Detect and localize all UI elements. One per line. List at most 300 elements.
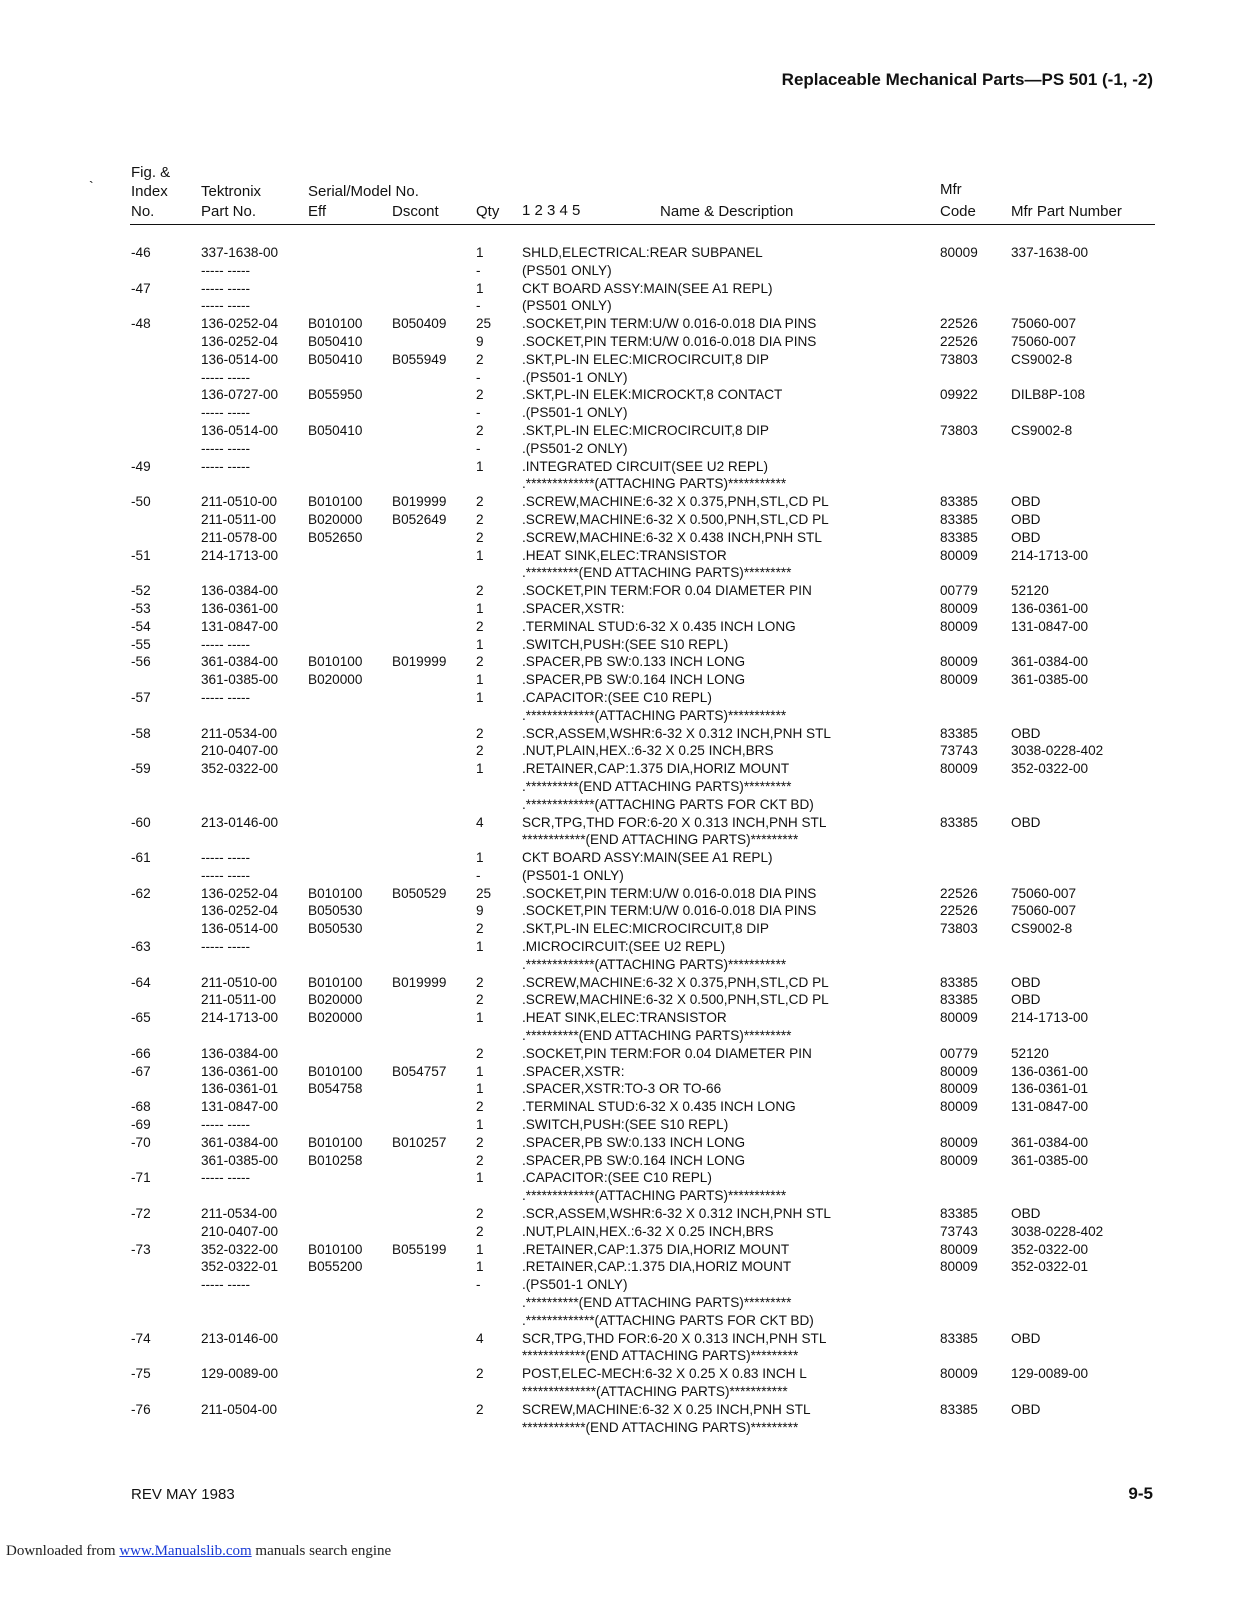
qty: 1	[476, 672, 484, 688]
name-description: ************(END ATTACHING PARTS)*********	[522, 1348, 799, 1364]
table-row	[0, 280, 1237, 298]
qty: 1	[476, 458, 484, 474]
manualslib-link[interactable]: www.Manualslib.com	[119, 1543, 252, 1559]
table-row	[0, 1312, 1237, 1330]
serial-eff: B020000	[308, 1010, 363, 1026]
serial-dscont: B019999	[392, 494, 447, 510]
table-row	[0, 1063, 1237, 1081]
mfr-code: 83385	[940, 1330, 978, 1346]
name-description: .SKT,PL-IN ELEK:MICROCKT,8 CONTACT	[522, 387, 783, 403]
qty: 2	[476, 1099, 484, 1115]
name-description: .**********(END ATTACHING PARTS)*********	[522, 565, 792, 581]
name-description: .RETAINER,CAP:1.375 DIA,HORIZ MOUNT	[522, 1241, 790, 1257]
part-no: 136-0252-04	[201, 333, 279, 349]
qty: 2	[476, 654, 484, 670]
table-row	[0, 244, 1237, 262]
table-row	[0, 1383, 1237, 1401]
mfr-code: 83385	[940, 494, 978, 510]
mfr-code: 73803	[940, 351, 978, 367]
name-description: .RETAINER,CAP.:1.375 DIA,HORIZ MOUNT	[522, 1259, 792, 1275]
table-row	[0, 671, 1237, 689]
serial-eff: B020000	[308, 511, 363, 527]
serial-dscont: B052649	[392, 511, 447, 527]
name-description: .MICROCIRCUIT:(SEE U2 REPL)	[522, 939, 726, 955]
mfr-part-number: 131-0847-00	[1011, 1099, 1089, 1115]
qty: -	[476, 298, 481, 314]
table-row	[0, 1169, 1237, 1187]
name-description: .CAPACITOR:(SEE C10 REPL)	[522, 689, 712, 705]
table-row	[0, 760, 1237, 778]
name-description: .INTEGRATED CIRCUIT(SEE U2 REPL)	[522, 458, 768, 474]
index-no: -70	[131, 1134, 151, 1150]
download-prefix: Downloaded from	[6, 1543, 120, 1559]
table-row	[0, 618, 1237, 636]
serial-eff: B055200	[308, 1259, 363, 1275]
mfr-part-number: 136-0361-00	[1011, 1063, 1089, 1079]
qty: -	[476, 369, 481, 385]
table-row	[0, 707, 1237, 725]
mfr-code: 00779	[940, 1045, 978, 1061]
mfr-part-number: OBD	[1011, 992, 1041, 1008]
name-description: .*************(ATTACHING PARTS FOR CKT BD)	[522, 1312, 814, 1328]
name-description: .CAPACITOR:(SEE C10 REPL)	[522, 1170, 712, 1186]
mfr-code: 80009	[940, 245, 978, 260]
name-description: .SOCKET,PIN TERM:U/W 0.016-0.018 DIA PINS	[522, 885, 817, 901]
serial-eff: B010100	[308, 974, 363, 990]
qty: 1	[476, 689, 484, 705]
qty: -	[476, 262, 481, 278]
name-description: ************(END ATTACHING PARTS)*********	[522, 832, 799, 848]
qty: 2	[476, 992, 484, 1008]
qty: 1	[476, 245, 484, 260]
part-no: 136-0514-00	[201, 921, 279, 937]
scan-mark: `	[89, 178, 94, 194]
mfr-part-number: 75060-007	[1011, 885, 1077, 901]
serial-dscont: B055199	[392, 1241, 447, 1257]
part-no: ----- -----	[201, 636, 251, 652]
name-description: .SCREW,MACHINE:6-32 X 0.438 INCH,PNH STL	[522, 529, 822, 545]
qty: 1	[476, 547, 484, 563]
name-description: .SPACER,PB SW:0.133 INCH LONG	[522, 654, 746, 670]
name-description: .SOCKET,PIN TERM:FOR 0.04 DIAMETER PIN	[522, 583, 812, 599]
header-eff: Eff	[308, 203, 327, 220]
index-no: -67	[131, 1063, 151, 1079]
table-row	[0, 386, 1237, 404]
index-no: -76	[131, 1401, 151, 1417]
table-row	[0, 262, 1237, 280]
qty: 2	[476, 1206, 484, 1222]
name-description: .SPACER,XSTR:TO-3 OR TO-66	[522, 1081, 722, 1097]
header-mfr: Mfr	[940, 181, 962, 198]
name-description: (PS501 ONLY)	[522, 298, 612, 314]
qty: 2	[476, 494, 484, 510]
table-row	[0, 600, 1237, 618]
part-no: 352-0322-00	[201, 761, 279, 777]
serial-eff: B050410	[308, 351, 363, 367]
part-no: ----- -----	[201, 689, 251, 705]
table-row	[0, 814, 1237, 832]
index-no: -61	[131, 850, 151, 866]
qty: 1	[476, 939, 484, 955]
part-no: ----- -----	[201, 405, 251, 421]
table-row	[0, 369, 1237, 387]
part-no: 136-0252-04	[201, 903, 279, 919]
name-description: POST,ELEC-MECH:6-32 X 0.25 X 0.83 INCH L	[522, 1366, 807, 1382]
mfr-part-number: 361-0384-00	[1011, 654, 1089, 670]
part-no: ----- -----	[201, 1170, 251, 1186]
name-description: .SKT,PL-IN ELEC:MICROCIRCUIT,8 DIP	[522, 921, 769, 937]
mfr-code: 80009	[940, 761, 978, 777]
part-no: ----- -----	[201, 1117, 251, 1133]
download-suffix: manuals search engine	[251, 1543, 392, 1559]
mfr-part-number: OBD	[1011, 974, 1041, 990]
table-row	[0, 547, 1237, 565]
serial-eff: B010100	[308, 654, 363, 670]
name-description: .RETAINER,CAP:1.375 DIA,HORIZ MOUNT	[522, 761, 790, 777]
table-row	[0, 1205, 1237, 1223]
table-row	[0, 315, 1237, 333]
name-description: .SOCKET,PIN TERM:FOR 0.04 DIAMETER PIN	[522, 1045, 812, 1061]
table-row	[0, 1116, 1237, 1134]
header-mfr-part-number: Mfr Part Number	[1011, 203, 1122, 220]
mfr-code: 83385	[940, 529, 978, 545]
part-no: 211-0510-00	[201, 494, 278, 510]
mfr-part-number: 3038-0228-402	[1011, 1223, 1104, 1239]
part-no: 131-0847-00	[201, 618, 279, 634]
index-no: -55	[131, 636, 151, 652]
mfr-code: 80009	[940, 1063, 978, 1079]
mfr-code: 80009	[940, 547, 978, 563]
name-description: .SCREW,MACHINE:6-32 X 0.375,PNH,STL,CD PL	[522, 494, 829, 510]
mfr-part-number: 352-0322-00	[1011, 1241, 1089, 1257]
part-no: ----- -----	[201, 1277, 251, 1293]
table-row	[0, 1241, 1237, 1259]
index-no: -46	[131, 245, 151, 260]
part-no: 210-0407-00	[201, 1223, 279, 1239]
qty: 1	[476, 1063, 484, 1079]
part-no: ----- -----	[201, 262, 251, 278]
name-description: .TERMINAL STUD:6-32 X 0.435 INCH LONG	[522, 618, 796, 634]
name-description: .(PS501-2 ONLY)	[522, 440, 628, 456]
qty: 2	[476, 351, 484, 367]
table-row	[0, 1045, 1237, 1063]
qty: 4	[476, 1330, 484, 1346]
mfr-code: 22526	[940, 903, 978, 919]
index-no: -54	[131, 618, 151, 634]
index-no: -52	[131, 583, 151, 599]
name-description: .SOCKET,PIN TERM:U/W 0.016-0.018 DIA PINS	[522, 903, 817, 919]
table-row	[0, 1027, 1237, 1045]
table-row	[0, 1401, 1237, 1419]
mfr-part-number: CS9002-8	[1011, 351, 1073, 367]
serial-eff: B052650	[308, 529, 363, 545]
name-description: .NUT,PLAIN,HEX.:6-32 X 0.25 INCH,BRS	[522, 1223, 774, 1239]
part-no: 129-0089-00	[201, 1366, 279, 1382]
table-row	[0, 938, 1237, 956]
qty: 2	[476, 725, 484, 741]
qty: 1	[476, 1241, 484, 1257]
part-no: ----- -----	[201, 440, 251, 456]
header-rule	[130, 224, 1155, 225]
name-description: .HEAT SINK,ELEC:TRANSISTOR	[522, 1010, 727, 1026]
index-no: -74	[131, 1330, 151, 1346]
table-row	[0, 920, 1237, 938]
part-no: 211-0510-00	[201, 974, 278, 990]
index-no: -65	[131, 1010, 151, 1026]
table-header	[0, 164, 1237, 226]
part-no: 352-0322-01	[201, 1259, 279, 1275]
index-no: -72	[131, 1206, 151, 1222]
table-row	[0, 1223, 1237, 1241]
table-row	[0, 351, 1237, 369]
table-row	[0, 1187, 1237, 1205]
table-row	[0, 440, 1237, 458]
mfr-part-number: OBD	[1011, 1401, 1041, 1417]
part-no: ----- -----	[201, 280, 251, 296]
name-description: SHLD,ELECTRICAL:REAR SUBPANEL	[522, 245, 763, 260]
table-row	[0, 564, 1237, 582]
name-description: .SPACER,XSTR:	[522, 600, 625, 616]
name-description: .TERMINAL STUD:6-32 X 0.435 INCH LONG	[522, 1099, 796, 1115]
index-no: -50	[131, 494, 151, 510]
qty: 2	[476, 583, 484, 599]
part-no: 136-0727-00	[201, 387, 279, 403]
mfr-code: 83385	[940, 992, 978, 1008]
header-name-description: Name & Description	[660, 203, 794, 220]
name-description: (PS501-1 ONLY)	[522, 867, 624, 883]
name-description: .SKT,PL-IN ELEC:MICROCIRCUIT,8 DIP	[522, 422, 769, 438]
serial-eff: B050530	[308, 903, 363, 919]
part-no: 361-0385-00	[201, 672, 279, 688]
qty: 25	[476, 885, 492, 901]
mfr-code: 00779	[940, 583, 978, 599]
mfr-code: 80009	[940, 672, 978, 688]
part-no: ----- -----	[201, 867, 251, 883]
qty: 2	[476, 1152, 484, 1168]
table-row	[0, 725, 1237, 743]
mfr-code: 22526	[940, 885, 978, 901]
qty: 2	[476, 743, 484, 759]
name-description: .*************(ATTACHING PARTS)***********	[522, 476, 787, 492]
name-description: .SCREW,MACHINE:6-32 X 0.500,PNH,STL,CD PL	[522, 992, 829, 1008]
name-description: .(PS501-1 ONLY)	[522, 369, 628, 385]
name-description: .SCREW,MACHINE:6-32 X 0.375,PNH,STL,CD PL	[522, 974, 829, 990]
table-row	[0, 404, 1237, 422]
part-no: 361-0385-00	[201, 1152, 279, 1168]
name-description: .SOCKET,PIN TERM:U/W 0.016-0.018 DIA PINS	[522, 333, 817, 349]
qty: 1	[476, 636, 484, 652]
mfr-part-number: OBD	[1011, 725, 1041, 741]
index-no: -59	[131, 761, 151, 777]
part-no: 211-0534-00	[201, 1206, 278, 1222]
name-description: SCR,TPG,THD FOR:6-20 X 0.313 INCH,PNH STL	[522, 814, 827, 830]
name-description: SCREW,MACHINE:6-32 X 0.25 INCH,PNH STL	[522, 1401, 811, 1417]
mfr-part-number: 129-0089-00	[1011, 1366, 1089, 1382]
page-number: 9-5	[1128, 1484, 1153, 1503]
mfr-part-number: DILB8P-108	[1011, 387, 1086, 403]
name-description: .SOCKET,PIN TERM:U/W 0.016-0.018 DIA PINS	[522, 316, 817, 332]
part-no: ----- -----	[201, 939, 251, 955]
name-description: **************(ATTACHING PARTS)***********	[522, 1384, 788, 1399]
name-description: .**********(END ATTACHING PARTS)*********	[522, 1295, 792, 1311]
mfr-code: 22526	[940, 333, 978, 349]
qty: 2	[476, 1223, 484, 1239]
index-no: -51	[131, 547, 151, 563]
mfr-part-number: 337-1638-00	[1011, 245, 1089, 260]
table-row	[0, 475, 1237, 493]
mfr-part-number: 352-0322-00	[1011, 761, 1089, 777]
mfr-code: 80009	[940, 1134, 978, 1150]
index-no: -69	[131, 1117, 151, 1133]
parts-table	[0, 244, 1237, 1436]
index-no: -57	[131, 689, 151, 705]
table-row	[0, 1134, 1237, 1152]
mfr-code: 83385	[940, 974, 978, 990]
table-row	[0, 742, 1237, 760]
name-description: (PS501 ONLY)	[522, 262, 612, 278]
index-no: -66	[131, 1045, 151, 1061]
name-description: .SPACER,PB SW:0.133 INCH LONG	[522, 1134, 746, 1150]
table-row	[0, 956, 1237, 974]
index-no: -56	[131, 654, 151, 670]
table-row	[0, 902, 1237, 920]
serial-dscont: B055949	[392, 351, 447, 367]
part-no: ----- -----	[201, 458, 251, 474]
mfr-part-number: 75060-007	[1011, 333, 1077, 349]
part-no: 361-0384-00	[201, 1134, 279, 1150]
name-description: .SPACER,XSTR:	[522, 1063, 625, 1079]
mfr-code: 80009	[940, 654, 978, 670]
part-no: ----- -----	[201, 298, 251, 314]
table-row	[0, 867, 1237, 885]
name-description: .SKT,PL-IN ELEC:MICROCIRCUIT,8 DIP	[522, 351, 769, 367]
index-no: -71	[131, 1170, 151, 1186]
part-no: 211-0511-00	[201, 992, 277, 1008]
mfr-code: 73803	[940, 921, 978, 937]
name-description: .SCREW,MACHINE:6-32 X 0.500,PNH,STL,CD PL	[522, 511, 829, 527]
mfr-part-number: 361-0385-00	[1011, 672, 1089, 688]
qty: 1	[476, 600, 484, 616]
mfr-code: 80009	[940, 600, 978, 616]
index-no: -60	[131, 814, 151, 830]
name-description: .SPACER,PB SW:0.164 INCH LONG	[522, 672, 746, 688]
name-description: .SCR,ASSEM,WSHR:6-32 X 0.312 INCH,PNH STL	[522, 1206, 831, 1222]
index-no: -73	[131, 1241, 151, 1257]
header-no: No.	[131, 203, 155, 220]
serial-dscont: B050529	[392, 885, 447, 901]
mfr-code: 73803	[940, 422, 978, 438]
part-no: 136-0384-00	[201, 1045, 279, 1061]
mfr-part-number: 75060-007	[1011, 903, 1077, 919]
part-no: 352-0322-00	[201, 1241, 279, 1257]
qty: -	[476, 440, 481, 456]
name-description: .*************(ATTACHING PARTS)***********	[522, 1188, 787, 1204]
name-description: .SWITCH,PUSH:(SEE S10 REPL)	[522, 636, 729, 652]
part-no: 211-0504-00	[201, 1401, 278, 1417]
serial-dscont: B019999	[392, 654, 447, 670]
name-description: .HEAT SINK,ELEC:TRANSISTOR	[522, 547, 727, 563]
name-description: ************(END ATTACHING PARTS)*********	[522, 1419, 799, 1435]
index-no: -53	[131, 600, 151, 616]
table-row	[0, 885, 1237, 903]
mfr-part-number: 52120	[1011, 1045, 1049, 1061]
table-row	[0, 636, 1237, 654]
serial-eff: B010100	[308, 316, 363, 332]
mfr-part-number: 131-0847-00	[1011, 618, 1089, 634]
part-no: 136-0252-04	[201, 885, 279, 901]
name-description: .(PS501-1 ONLY)	[522, 1277, 628, 1293]
index-no: -58	[131, 725, 151, 741]
serial-eff: B020000	[308, 992, 363, 1008]
table-row	[0, 849, 1237, 867]
table-row	[0, 778, 1237, 796]
qty: -	[476, 405, 481, 421]
serial-eff: B020000	[308, 672, 363, 688]
name-description: CKT BOARD ASSY:MAIN(SEE A1 REPL)	[522, 280, 773, 296]
page-title: Replaceable Mechanical Parts—PS 501 (-1, -2)	[781, 70, 1153, 89]
header-tektronix: Tektronix	[201, 183, 262, 200]
table-row	[0, 1365, 1237, 1383]
index-no: -75	[131, 1366, 151, 1382]
table-row	[0, 991, 1237, 1009]
qty: 2	[476, 1401, 484, 1417]
part-no: 361-0384-00	[201, 654, 279, 670]
qty: 9	[476, 903, 484, 919]
table-row	[0, 1330, 1237, 1348]
table-row	[0, 458, 1237, 476]
header-indent: 1 2 3 4 5	[522, 202, 581, 219]
qty: 25	[476, 316, 492, 332]
name-description: CKT BOARD ASSY:MAIN(SEE A1 REPL)	[522, 850, 773, 866]
header-qty: Qty	[476, 203, 500, 220]
mfr-part-number: OBD	[1011, 529, 1041, 545]
name-description: .*************(ATTACHING PARTS)***********	[522, 707, 787, 723]
qty: 1	[476, 850, 484, 866]
mfr-code: 80009	[940, 1241, 978, 1257]
header-dscont: Dscont	[392, 203, 439, 220]
serial-dscont: B054757	[392, 1063, 447, 1079]
download-footer	[6, 1543, 391, 1560]
serial-eff: B054758	[308, 1081, 363, 1097]
header-serial: Serial/Model No.	[308, 183, 419, 200]
part-no: 136-0361-00	[201, 1063, 279, 1079]
qty: 9	[476, 333, 484, 349]
table-row	[0, 1419, 1237, 1437]
part-no: 136-0361-01	[201, 1081, 279, 1097]
part-no: 214-1713-00	[201, 1010, 279, 1026]
name-description: .**********(END ATTACHING PARTS)*********	[522, 1028, 792, 1044]
part-no: 213-0146-00	[201, 814, 279, 830]
qty: 2	[476, 529, 484, 545]
mfr-code: 73743	[940, 743, 978, 759]
index-no: -49	[131, 458, 151, 474]
name-description: .SCR,ASSEM,WSHR:6-32 X 0.312 INCH,PNH STL	[522, 725, 831, 741]
part-no: 211-0511-00	[201, 511, 277, 527]
mfr-code: 80009	[940, 1366, 978, 1382]
mfr-code: 83385	[940, 814, 978, 830]
revision-date: REV MAY 1983	[131, 1486, 235, 1503]
part-no: ----- -----	[201, 850, 251, 866]
index-no: -68	[131, 1099, 151, 1115]
qty: 2	[476, 511, 484, 527]
qty: 1	[476, 1117, 484, 1133]
table-row	[0, 529, 1237, 547]
mfr-part-number: OBD	[1011, 1330, 1041, 1346]
table-row	[0, 1294, 1237, 1312]
mfr-part-number: 136-0361-01	[1011, 1081, 1089, 1097]
mfr-code: 80009	[940, 1010, 978, 1026]
header-code: Code	[940, 203, 976, 220]
